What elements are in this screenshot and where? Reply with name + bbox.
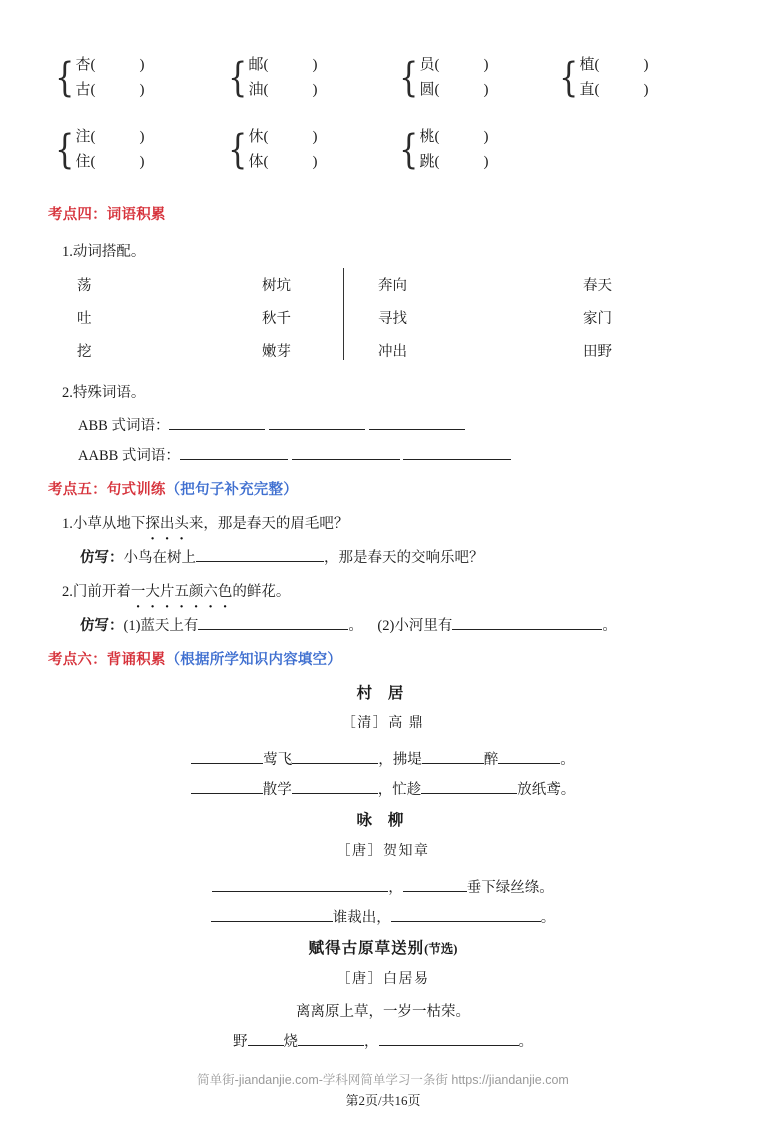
- poem-text: ，拂堤: [378, 752, 422, 768]
- section-heading-5: [48, 478, 298, 499]
- question-text: 小草从地下: [72, 516, 146, 532]
- word-text: 寻找: [378, 311, 407, 327]
- poem-line-cunju-2: [0, 778, 766, 799]
- match-left-verb: [77, 307, 92, 328]
- poem-text: 。: [518, 1034, 533, 1050]
- answer-text: 小鸟在树上: [123, 550, 196, 566]
- brace-group: [225, 127, 318, 173]
- char-label: 植(: [579, 57, 600, 73]
- char-label: 桃(: [419, 129, 440, 145]
- heading-text-blue: （把句子补充完整）: [165, 482, 298, 498]
- poem-text: 。: [560, 752, 575, 768]
- brace-group: [52, 55, 145, 101]
- brace-row: [248, 130, 317, 145]
- paren-close: ): [643, 82, 649, 98]
- char-label: 跳(: [419, 154, 440, 170]
- question-text: 的鲜花。: [232, 584, 291, 600]
- poem-blank[interactable]: [403, 877, 467, 893]
- answer-text: 。: [348, 618, 363, 634]
- poem-text: 离离原上草，一岁一枯荣。: [296, 1004, 470, 1020]
- footer-page-number: [0, 1090, 766, 1109]
- answer-label: 仿写：: [80, 550, 124, 566]
- paren-close: ): [139, 82, 145, 98]
- left-brace-icon: {: [55, 127, 75, 173]
- word-text: 冲出: [378, 344, 407, 360]
- poem-line-cunju-1: [0, 748, 766, 769]
- page-number-text: 第2页/共16页: [345, 1093, 421, 1108]
- poem-text: 莺飞: [263, 752, 293, 768]
- poem-title-cunju: [0, 681, 766, 703]
- left-brace-icon: {: [399, 127, 419, 173]
- paren-close: ): [139, 57, 145, 73]
- brace-row: [579, 58, 648, 73]
- poem-blank[interactable]: [422, 749, 484, 765]
- item-label: 1.动词搭配。: [62, 244, 146, 260]
- paren-close: ): [312, 154, 318, 170]
- brace-row: [75, 58, 144, 73]
- section4-item-1: [62, 240, 145, 261]
- poem-author-text: ［唐］贺知章: [336, 844, 430, 859]
- paren-close: ): [483, 154, 489, 170]
- poem-title-text: 村 居: [356, 685, 410, 702]
- brace-row: [248, 83, 317, 98]
- word-text: 嫩芽: [262, 344, 291, 360]
- brace-row: [75, 155, 144, 170]
- poem-author-fude: [0, 968, 766, 988]
- answer-text: (2)小河里有: [377, 618, 453, 634]
- section5-question-2: [62, 580, 290, 601]
- question-number: 2.: [62, 584, 73, 600]
- question-text: 来，那是春天的眉毛吧？: [188, 516, 349, 532]
- footer-watermark: [0, 1070, 766, 1088]
- brace-row: [419, 155, 488, 170]
- brace-row: [419, 58, 488, 73]
- abb-blank-1[interactable]: [169, 415, 265, 431]
- brace-row: [75, 130, 144, 145]
- char-label: 杏(: [75, 57, 96, 73]
- paren-close: ): [483, 57, 489, 73]
- match-right-noun: [583, 340, 612, 361]
- heading-text-red: 考点六：背诵积累: [48, 652, 166, 668]
- poem-line-yongliu-1: [0, 876, 766, 897]
- poem-blank[interactable]: [191, 749, 263, 765]
- poem-title-fude: [0, 936, 766, 958]
- brace-row: [419, 83, 488, 98]
- emphasis-text: [131, 584, 233, 600]
- poem-blank[interactable]: [191, 779, 263, 795]
- poem-text: 烧: [283, 1034, 298, 1050]
- match-right-verb: [378, 307, 407, 328]
- left-brace-icon: {: [559, 55, 579, 101]
- poem-blank[interactable]: [379, 1031, 519, 1047]
- char-label: 邮(: [248, 57, 269, 73]
- column-divider: [343, 268, 344, 360]
- answer-label: 仿写：: [80, 618, 124, 634]
- char-label: 直(: [579, 82, 600, 98]
- section5-answer-2: [80, 614, 617, 635]
- poem-line-yongliu-2: [0, 906, 766, 927]
- paren-close: ): [312, 57, 318, 73]
- aabb-blank-3[interactable]: [403, 445, 511, 461]
- char-label: 员(: [419, 57, 440, 73]
- section5-answer-1: [80, 546, 484, 567]
- char-label: 体(: [248, 154, 269, 170]
- poem-blank[interactable]: [421, 779, 517, 795]
- poem-text: 谁裁出，: [332, 910, 391, 926]
- brace-row: [248, 155, 317, 170]
- paren-close: ): [312, 129, 318, 145]
- brace-group: [556, 55, 649, 101]
- poem-blank[interactable]: [212, 877, 388, 893]
- aabb-row: [78, 444, 511, 465]
- poem-blank[interactable]: [391, 907, 541, 923]
- word-text: 吐: [77, 311, 92, 327]
- poem-text: ，忙趁: [377, 782, 422, 798]
- heading-text-red: 考点五：句式训练: [48, 482, 166, 498]
- brace-row: [248, 58, 317, 73]
- poem-blank[interactable]: [298, 1031, 364, 1047]
- watermark-text: 简单街-jiandanjie.com-学科网简单学习一条街 https://jiandanjie.com: [197, 1073, 569, 1087]
- word-text: 秋千: [262, 311, 291, 327]
- match-right-verb: [378, 340, 407, 361]
- word-text: 树坑: [262, 278, 291, 294]
- question-number: 1.: [62, 516, 73, 532]
- poem-author-text: ［清］高 鼎: [341, 716, 425, 731]
- char-label: 住(: [75, 154, 96, 170]
- poem-line-fude-2: [0, 1030, 766, 1051]
- poem-blank[interactable]: [292, 749, 378, 765]
- char-label: 油(: [248, 82, 269, 98]
- abb-row: [78, 414, 465, 435]
- poem-blank[interactable]: [211, 907, 333, 923]
- poem-blank[interactable]: [498, 749, 560, 765]
- poem-blank[interactable]: [248, 1031, 284, 1047]
- word-text: 挖: [77, 344, 92, 360]
- abb-label: ABB 式词语：: [78, 418, 170, 434]
- brace-group: [225, 55, 318, 101]
- poem-text: 醉: [483, 752, 499, 768]
- emphasis-chars: 一大片五颜六色: [130, 584, 233, 600]
- paren-close: ): [139, 154, 145, 170]
- poem-title-text: 咏 柳: [356, 812, 410, 829]
- match-left-noun: [262, 274, 291, 295]
- char-label: 圆(: [419, 82, 440, 98]
- brace-row: [579, 83, 648, 98]
- poem-author-text: ［唐］白居易: [336, 972, 430, 987]
- answer-text: 。: [602, 618, 617, 634]
- abb-blank-3[interactable]: [369, 415, 465, 431]
- heading-text-blue: （根据所学知识内容填空）: [165, 652, 343, 668]
- match-right-verb: [378, 274, 407, 295]
- poem-title-text: 赋得古原草送别: [308, 940, 425, 957]
- paren-close: ): [139, 129, 145, 145]
- paren-close: ): [483, 82, 489, 98]
- aabb-label: AABB 式词语：: [78, 448, 180, 464]
- poem-author-yongliu: [0, 840, 766, 860]
- paren-close: ): [312, 82, 318, 98]
- char-label: 古(: [75, 82, 96, 98]
- word-text: 田野: [583, 344, 612, 360]
- poem-title-subtext: (节选): [424, 942, 458, 956]
- emphasis-chars: 探出头: [145, 516, 189, 532]
- heading-text-red: 考点四：词语积累: [48, 207, 166, 223]
- paren-close: ): [643, 57, 649, 73]
- answer-blank-2a[interactable]: [198, 615, 348, 631]
- match-right-noun: [583, 307, 612, 328]
- section5-question-1: [62, 512, 348, 533]
- word-text: 家门: [583, 311, 612, 327]
- word-text: 奔向: [378, 278, 407, 294]
- answer-blank-1[interactable]: [196, 547, 324, 563]
- brace-row: [75, 83, 144, 98]
- brace-group: [396, 127, 489, 173]
- answer-blank-2b[interactable]: [452, 615, 602, 631]
- match-right-noun: [583, 274, 612, 295]
- match-left-verb: [77, 340, 92, 361]
- match-left-noun: [262, 307, 291, 328]
- section4-item-2: [62, 381, 145, 402]
- poem-text: 放纸鸢。: [517, 782, 576, 798]
- brace-row: [419, 130, 488, 145]
- abb-blank-2[interactable]: [269, 415, 365, 431]
- brace-group: [52, 127, 145, 173]
- aabb-blank-1[interactable]: [180, 445, 288, 461]
- poem-text: 。: [540, 910, 556, 926]
- poem-text: 散学: [262, 782, 292, 798]
- left-brace-icon: {: [228, 127, 248, 173]
- poem-line-fude-1: [0, 1000, 766, 1021]
- item-label: 2.特殊词语。: [62, 385, 146, 401]
- brace-group: [396, 55, 489, 101]
- poem-text: ，: [388, 880, 403, 896]
- emphasis-text: [145, 516, 189, 532]
- left-brace-icon: {: [228, 55, 248, 101]
- char-label: 休(: [248, 129, 269, 145]
- match-left-noun: [262, 340, 291, 361]
- left-brace-icon: {: [399, 55, 419, 101]
- poem-title-yongliu: [0, 808, 766, 830]
- left-brace-icon: {: [55, 55, 75, 101]
- word-text: 荡: [77, 278, 92, 294]
- word-text: 春天: [583, 278, 612, 294]
- poem-text: 垂下绿丝绦。: [466, 880, 554, 896]
- poem-text: ，: [364, 1034, 379, 1050]
- match-left-verb: [77, 274, 92, 295]
- section-heading-6: [48, 648, 342, 669]
- poem-blank[interactable]: [292, 779, 378, 795]
- poem-text: 野: [233, 1034, 248, 1050]
- aabb-blank-2[interactable]: [292, 445, 400, 461]
- question-text: 门前开着: [72, 584, 131, 600]
- char-label: 注(: [75, 129, 96, 145]
- paren-close: ): [483, 129, 489, 145]
- answer-text: (1)蓝天上有: [123, 618, 199, 634]
- section-heading-4: [48, 203, 166, 224]
- answer-text: ，那是春天的交响乐吧？: [324, 550, 484, 566]
- poem-author-cunju: [0, 712, 766, 732]
